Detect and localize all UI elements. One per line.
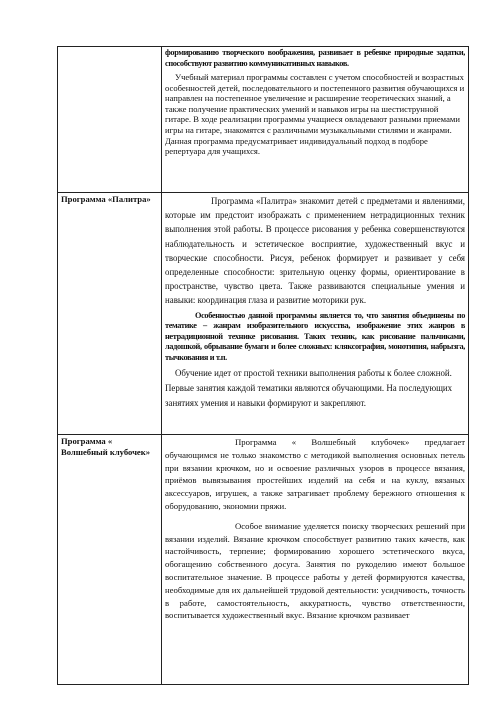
- paragraph: Особенностью данной программы является то, что занятия объединены по тематике – жанрам изобразительного искусства, изображение этих жанров в нетрадиционной технике рисования. Таких техник, как рисование пальчиками, ладошкой, обрывание бумаги и более сложных: кляксография, монотипия, набрызга, тычкования и т.п.: [165, 310, 465, 362]
- program-name-cell: Программа «Палитра»: [58, 193, 162, 435]
- program-name-cell: [58, 47, 162, 193]
- paragraph: Программа « Волшебный клубочек» предлагает обучающимся не только знакомство с методикой выполнения основных петель при вязании крючком, но и освоение различных узоров в процессе вязания, приёмов вывязывания простейших изделий на себя и на куклу, вязаных аксессуаров, игрушек, а также затрагивает проблему бережного отношения к оборудованию, экономии пряжи.: [165, 437, 465, 511]
- paragraph: формированию творческого воображения, развивает в ребенке природные задатки, способствуют развитию коммуникативных навыков.: [165, 48, 465, 68]
- table-row: [58, 47, 469, 193]
- paragraph: Особое внимание уделяется поиску творческих решений при вязании изделий. Вязание крючком способствует развитию таких качеств, как настойчивость, терпение; формированию хорошего эстетического вкуса, обогащению собственного досуга. Занятия по рукоделию имеют большое воспитательное значение. В процессе работы у детей формируются качества, необходимые для их дальнейшей трудовой деятельности: усидчивость, точность в работе, самостоятельность, аккуратность, чувство ответственности, воспитывается художественный вкус. Вязание крючком развивает: [165, 520, 465, 621]
- paragraph: Программа «Палитра» знакомит детей с предметами и явлениями, которые им предстоит изображать с применением нетрадиционных техник выполнения этой работы. В процессе рисования у ребенка совершенствуются наблюдательность и эстетическое восприятие, художественный вкус и творческие способности. Рисуя, ребенок формирует и развивает у себя определенные способности: зрительную оценку формы, ориентирование в пространстве, чувство цвета. Также развиваются специальные умения и навыки: координация глаза и развитие моторики рук.: [165, 196, 465, 306]
- programs-table: [57, 46, 469, 685]
- program-description-cell: [162, 435, 469, 685]
- table-row: [58, 193, 469, 435]
- paragraph: Учебный материал программы составлен с учетом способностей и возрастных особенностей детей, последовательного и постепенного развития обучающихся и направлен на постепенное увеличение и расширение теоретических знаний, а также получение практических умений и навыков игры на шестиструнной гитаре. В ходе реализации программы учащиеся овладевают разными приемами игры на гитаре, знакомятся с различными музыкальными стилями и жанрами. Данная программа предусматривает индивидуальный подход в подборе репертуара для учащихся.: [165, 72, 465, 157]
- table-row: [58, 435, 469, 685]
- program-description-cell: [162, 47, 469, 193]
- program-name-cell: Программа « Волшебный клубочек»: [58, 435, 162, 685]
- program-description-cell: [162, 193, 469, 435]
- paragraph: Обучение идет от простой техники выполнения работы к более сложной. Первые занятия каждой тематики являются обучающими. На последующих занятиях умения и навыки формируют и закрепляют.: [165, 368, 453, 408]
